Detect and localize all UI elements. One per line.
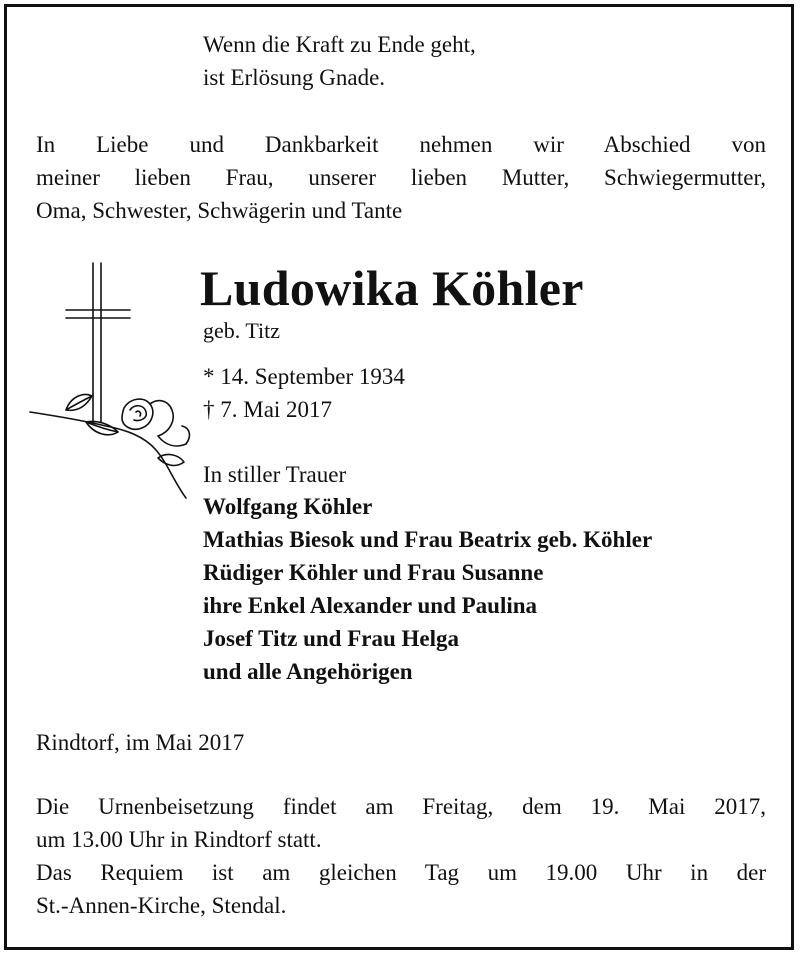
mourner-entry: Mathias Biesok und Frau Beatrix geb. Köhler — [203, 527, 653, 552]
mourner-entry: Josef Titz und Frau Helga — [203, 626, 459, 651]
motto-verse — [203, 28, 476, 94]
mourning-intro: In stiller Trauer — [203, 462, 347, 487]
birth-name: geb. Titz — [203, 318, 281, 343]
motto-line: ist Erlösung Gnade. — [203, 65, 386, 90]
place-and-date: Rindtorf, im Mai 2017 — [36, 730, 245, 755]
notice-line: um 13.00 Uhr in Rindtorf statt. — [36, 827, 322, 852]
intro-line: In Liebe und Dankbarkeit nehmen wir Abschied von — [36, 132, 766, 157]
death-date: † 7. Mai 2017 — [203, 397, 333, 422]
intro-line: Oma, Schwester, Schwägerin und Tante — [36, 198, 403, 223]
mourner-entry: Rüdiger Köhler und Frau Susanne — [203, 560, 544, 585]
notice-line: St.-Annen-Kirche, Stendal. — [36, 893, 287, 918]
intro-paragraph — [36, 128, 766, 227]
life-dates — [203, 360, 405, 426]
notice-line: Die Urnenbeisetzung findet am Freitag, dem 19. Mai 2017, — [36, 794, 766, 819]
mourners-list — [203, 490, 652, 688]
funeral-notice — [36, 790, 766, 922]
cross-with-rose-icon — [26, 260, 196, 515]
deceased-name: Ludowika Köhler — [200, 260, 584, 316]
motto-line: Wenn die Kraft zu Ende geht, — [203, 32, 476, 57]
mourner-entry: Wolfgang Köhler — [203, 494, 373, 519]
birth-date: * 14. September 1934 — [203, 364, 405, 389]
intro-line: meiner lieben Frau, unserer lieben Mutter, Schwiegermutter, — [36, 165, 766, 190]
mourner-entry: und alle Angehörigen — [203, 659, 413, 684]
notice-line: Das Requiem ist am gleichen Tag um 19.00 Uhr in der — [36, 860, 766, 885]
mourner-entry: ihre Enkel Alexander und Paulina — [203, 593, 538, 618]
